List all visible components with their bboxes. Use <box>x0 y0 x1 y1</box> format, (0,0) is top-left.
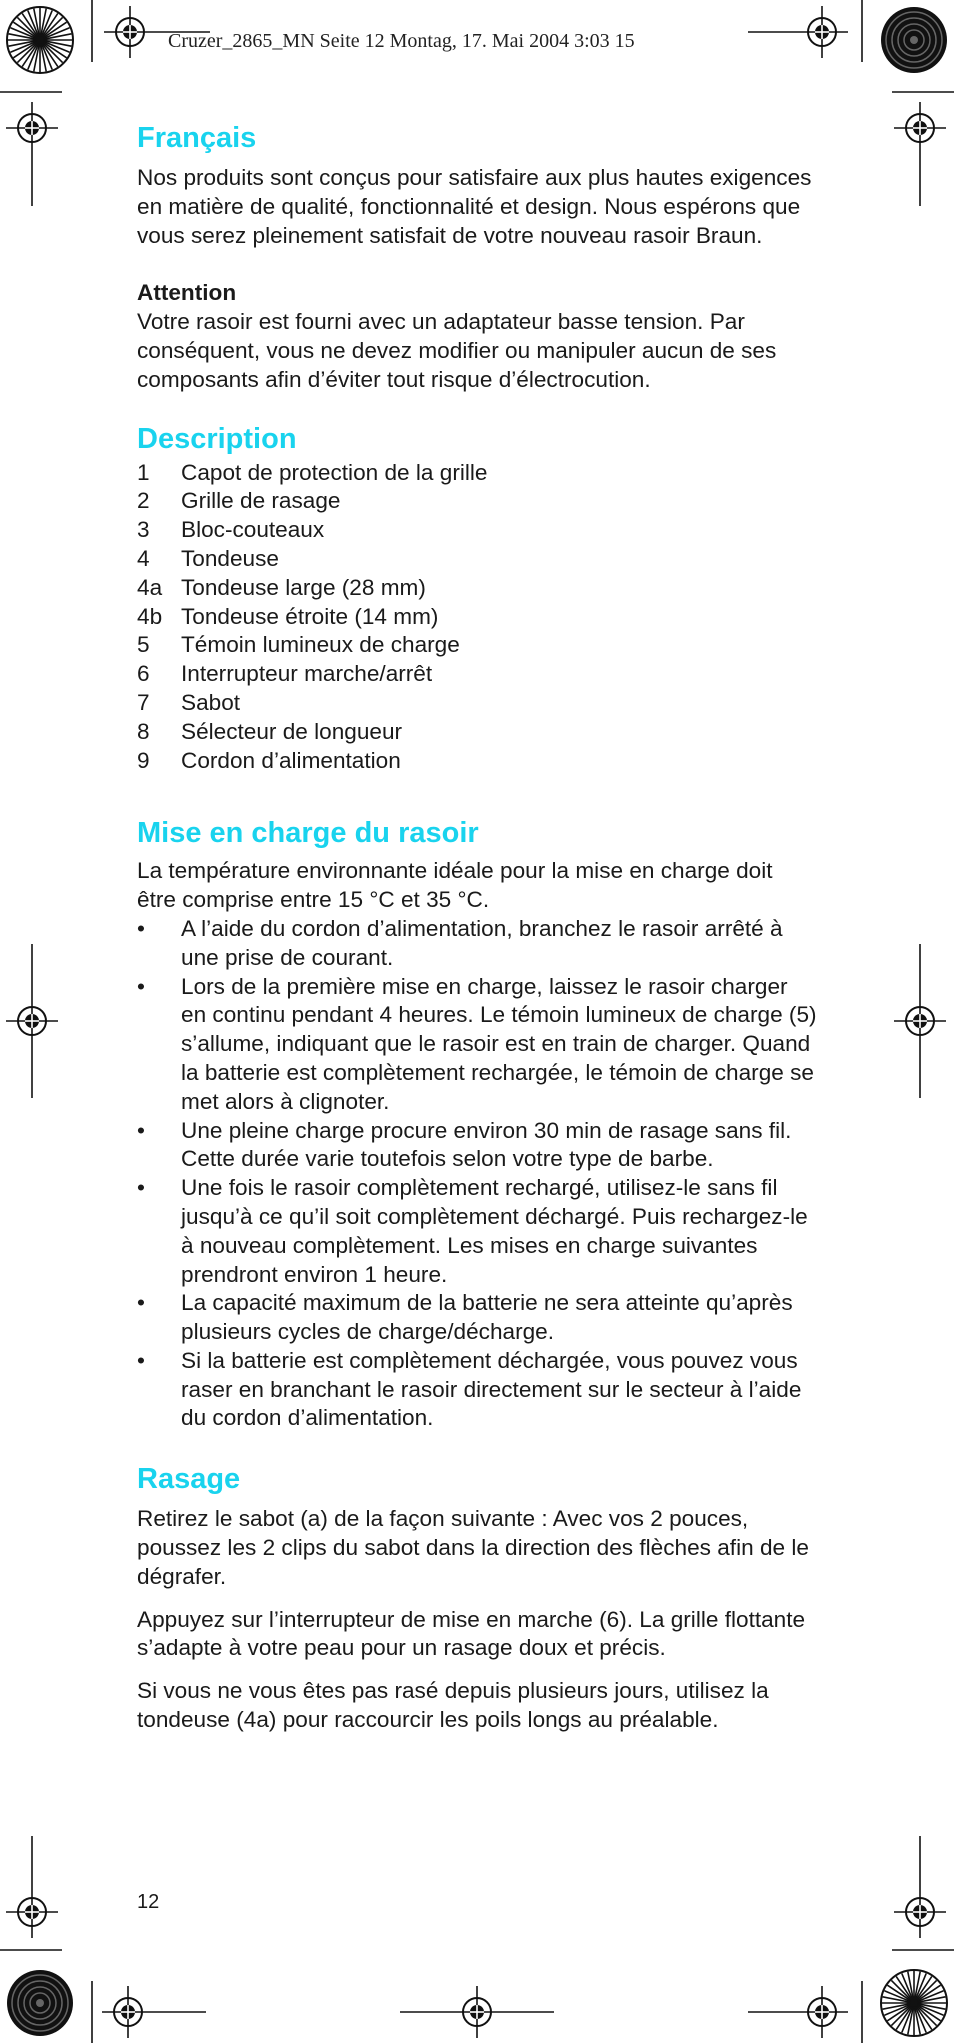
print-slug: Cruzer_2865_MN Seite 12 Montag, 17. Mai 2004 3:03 15 <box>168 30 635 52</box>
list-item <box>137 660 817 689</box>
list-item <box>137 1289 817 1347</box>
item-number: 1 <box>137 459 150 485</box>
bullet-text: Si la batterie est complètement déchargée, vous pouvez vous raser en branchant le rasoir directement sur le secteur à l’aide du cordon d’alimentation. <box>181 1347 802 1431</box>
item-text: Cordon d’alimentation <box>181 747 401 773</box>
list-item <box>137 718 817 747</box>
heading-description: Description <box>137 422 297 455</box>
item-number: 6 <box>137 661 150 687</box>
rasage-paragraph: Retirez le sabot (a) de la façon suivante : Avec vos 2 pouces, poussez les 2 clips du sabot dans la direction des flèches afin de le dégrafer. <box>137 1506 809 1589</box>
list-item <box>137 487 817 516</box>
item-number: 7 <box>137 689 150 715</box>
attention-paragraph: Votre rasoir est fourni avec un adaptateur basse tension. Par conséquent, vous ne devez modifier ou manipuler aucun de ses composants afin d’éviter tout risque d’électrocution. <box>137 309 777 392</box>
list-item <box>137 1117 817 1175</box>
heading-francais: Français <box>137 122 257 154</box>
list-item <box>137 516 817 545</box>
item-text: Interrupteur marche/arrêt <box>181 661 433 687</box>
list-item <box>137 1347 817 1433</box>
item-number: 8 <box>137 718 150 744</box>
charge-bullets <box>137 915 817 1433</box>
list-item <box>137 1174 817 1289</box>
bullet-marker: • <box>137 1290 145 1316</box>
item-text: Tondeuse large (28 mm) <box>181 574 426 600</box>
list-item <box>137 747 817 776</box>
rasage-paragraph: Si vous ne vous êtes pas rasé depuis plusieurs jours, utilisez la tondeuse (4a) pour raccourcir les poils longs au préalable. <box>137 1678 769 1733</box>
item-number: 4 <box>137 545 150 571</box>
item-text: Sabot <box>181 689 241 715</box>
parts-list <box>137 459 817 776</box>
item-text: Tondeuse étroite (14 mm) <box>181 603 439 629</box>
item-text: Bloc-couteaux <box>181 517 325 543</box>
bullet-marker: • <box>137 1175 145 1201</box>
bullet-text: A l’aide du cordon d’alimentation, branchez le rasoir arrêté à une prise de courant. <box>181 915 783 970</box>
item-text: Capot de protection de la grille <box>181 459 488 485</box>
bullet-text: Une pleine charge procure environ 30 min de rasage sans fil. Cette durée varie toutefois selon votre type de barbe. <box>181 1117 792 1172</box>
list-item <box>137 631 817 660</box>
page-content <box>137 120 817 1735</box>
heading-rasage: Rasage <box>137 1463 241 1496</box>
item-number: 9 <box>137 747 150 773</box>
item-number: 5 <box>137 632 150 658</box>
bullet-marker: • <box>137 1117 145 1143</box>
list-item <box>137 574 817 603</box>
item-number: 4a <box>137 574 163 600</box>
list-item <box>137 545 817 574</box>
list-item <box>137 459 817 488</box>
attention-title: Attention <box>137 280 237 306</box>
item-number: 3 <box>137 517 150 543</box>
rasage-paragraph: Appuyez sur l’interrupteur de mise en marche (6). La grille flottante s’adapte à votre peau pour un rasage doux et précis. <box>137 1606 806 1661</box>
item-text: Tondeuse <box>181 545 279 571</box>
bullet-marker: • <box>137 973 145 999</box>
item-text: Grille de rasage <box>181 488 341 514</box>
charge-intro: La température environnante idéale pour la mise en charge doit être comprise entre 15 °C et 35 °C. <box>137 858 773 913</box>
item-text: Sélecteur de longueur <box>181 718 403 744</box>
bullet-text: La capacité maximum de la batterie ne sera atteinte qu’après plusieurs cycles de charge/décharge. <box>181 1290 793 1345</box>
item-text: Témoin lumineux de charge <box>181 632 460 658</box>
list-item <box>137 603 817 632</box>
heading-charge: Mise en charge du rasoir <box>137 817 479 850</box>
bullet-text: Une fois le rasoir complètement rechargé, utilisez-le sans fil jusqu’à ce qu’il soit complètement déchargé. Puis rechargez-le à nouveau complètement. Les mises en charge suivantes prendront environ 1 heure. <box>181 1175 808 1287</box>
bullet-marker: • <box>137 915 145 941</box>
intro-paragraph: Nos produits sont conçus pour satisfaire aux plus hautes exigences en matière de qualité, fonctionnalité et design. Nous espérons que vous serez pleinement satisfait de votre nouveau rasoir Braun. <box>137 165 812 248</box>
item-number: 4b <box>137 603 163 629</box>
page-number: 12 <box>137 1891 160 1913</box>
bullet-marker: • <box>137 1347 145 1373</box>
list-item <box>137 973 817 1117</box>
list-item <box>137 915 817 973</box>
item-number: 2 <box>137 488 150 514</box>
bullet-text: Lors de la première mise en charge, laissez le rasoir charger en continu pendant 4 heures. Le témoin lumineux de charge (5) s’allume, indiquant que le rasoir est en train de charger. Quand la batterie est complètement rechargée, le témoin de charge se met alors à clignoter. <box>181 973 817 1114</box>
list-item <box>137 689 817 718</box>
